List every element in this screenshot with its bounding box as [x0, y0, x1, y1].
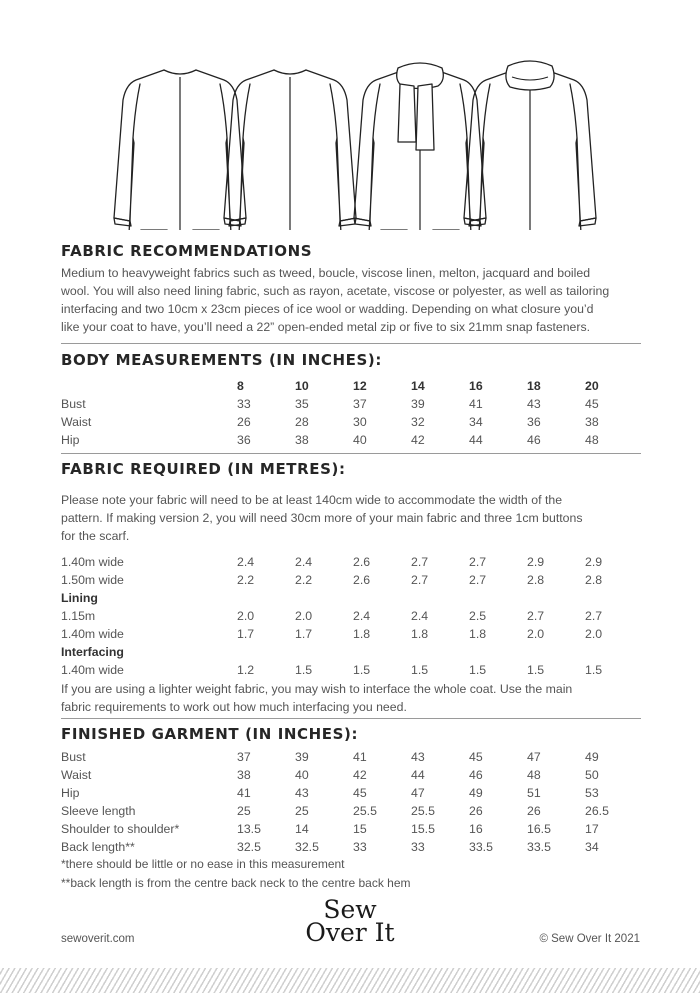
cell: 2.5 [469, 609, 487, 623]
row-label: Hip [61, 433, 80, 447]
cell: 48 [527, 768, 541, 782]
cell: 25 [295, 804, 309, 818]
cell: 14 [295, 822, 309, 836]
cell: 30 [353, 415, 367, 429]
cell: 49 [469, 786, 483, 800]
cell: 35 [295, 397, 309, 411]
finished-garment-heading: FINISHED GARMENT (IN INCHES): [61, 725, 359, 743]
row-label: Waist [61, 768, 92, 782]
cell: 2.2 [295, 573, 313, 587]
text-line: Medium to heavyweight fabrics such as tweed, boucle, viscose linen, melton, jacquard and boiled [61, 266, 591, 280]
decorative-stripe [0, 968, 700, 993]
cell: 28 [295, 415, 309, 429]
cell: 26.5 [585, 804, 609, 818]
cell: 44 [411, 768, 425, 782]
text-line: Please note your fabric will need to be at least 140cm wide to accommodate the width of the [61, 493, 563, 507]
cell: 42 [411, 433, 425, 447]
row-label: Waist [61, 415, 92, 429]
cell: 13.5 [237, 822, 261, 836]
table-row [61, 784, 643, 802]
row-label: Sleeve length [61, 804, 136, 818]
table-row [61, 553, 643, 571]
cell: 53 [585, 786, 599, 800]
cell: 45 [469, 750, 483, 764]
cell: 51 [527, 786, 541, 800]
body-measurements-table [61, 377, 643, 449]
cell: 2.9 [585, 555, 603, 569]
cell: 2.8 [585, 573, 603, 587]
copyright-notice: © Sew Over It 2021 [539, 933, 640, 945]
divider [61, 453, 641, 454]
coat-back-illustration [224, 70, 356, 230]
size-header: 10 [295, 379, 309, 393]
row-label: Shoulder to shoulder* [61, 822, 180, 836]
cell: 2.7 [469, 573, 487, 587]
cell: 2.2 [237, 573, 255, 587]
table-row [61, 431, 643, 449]
size-header: 16 [469, 379, 483, 393]
cell: 2.0 [585, 627, 603, 641]
cell: 2.4 [237, 555, 255, 569]
table-row [61, 413, 643, 431]
cell: 26 [527, 804, 541, 818]
row-label: 1.40m wide [61, 555, 124, 569]
row-label: Bust [61, 750, 86, 764]
cell: 45 [353, 786, 367, 800]
cell: 32.5 [295, 840, 319, 854]
cell: 2.0 [527, 627, 545, 641]
text-line: pattern. If making version 2, you will need 30cm more of your main fabric and three 1cm buttons [61, 511, 583, 525]
cell: 2.6 [353, 573, 371, 587]
footnote-shoulder: *there should be little or no ease in this measurement [61, 857, 345, 871]
cell: 1.5 [353, 663, 371, 677]
cell: 43 [527, 397, 541, 411]
cell: 48 [585, 433, 599, 447]
cell: 2.4 [353, 609, 371, 623]
text-line: wool. You will also need lining fabric, such as rayon, acetate, viscose or polyester, as well as tailoring [61, 284, 610, 298]
cell: 25.5 [411, 804, 435, 818]
cell: 38 [237, 768, 251, 782]
cell: 47 [527, 750, 541, 764]
cell: 40 [353, 433, 367, 447]
cell: 38 [585, 415, 599, 429]
size-header: 8 [237, 379, 244, 393]
table-row [61, 661, 643, 679]
cell: 41 [353, 750, 367, 764]
row-label: Back length** [61, 840, 135, 854]
table-row [61, 395, 643, 413]
size-header: 18 [527, 379, 541, 393]
cell: 16.5 [527, 822, 551, 836]
cell: 1.5 [585, 663, 603, 677]
cell: 43 [411, 750, 425, 764]
cell: 2.8 [527, 573, 545, 587]
cell: 17 [585, 822, 599, 836]
text-line: If you are using a lighter weight fabric, you may wish to interface the whole coat. Use the main [61, 682, 573, 696]
table-row [61, 838, 643, 856]
cell: 1.2 [237, 663, 255, 677]
table-row [61, 748, 643, 766]
cell: 2.9 [527, 555, 545, 569]
row-label: 1.15m [61, 609, 96, 623]
size-header: 14 [411, 379, 425, 393]
finished-garment-table [61, 748, 643, 856]
fabric-required-outro [61, 680, 641, 716]
fabric-required-intro [61, 491, 641, 545]
cell: 1.8 [469, 627, 487, 641]
cell: 1.5 [295, 663, 313, 677]
subheading-row [61, 589, 643, 607]
body-measurements-heading: BODY MEASUREMENTS (IN INCHES): [61, 351, 382, 369]
table-row [61, 802, 643, 820]
cell: 2.7 [585, 609, 603, 623]
cell: 26 [469, 804, 483, 818]
cell: 25 [237, 804, 251, 818]
text-line: interfacing and two 10cm x 23cm pieces of ice wool or wadding. Depending on what closure you’d [61, 302, 594, 316]
cell: 1.5 [527, 663, 545, 677]
row-label: 1.50m wide [61, 573, 124, 587]
cell: 33.5 [469, 840, 493, 854]
divider [61, 343, 641, 344]
fabric-required-table [61, 553, 643, 679]
cell: 34 [469, 415, 483, 429]
lining-subheading: Lining [61, 591, 98, 605]
cell: 49 [585, 750, 599, 764]
cell: 2.4 [295, 555, 313, 569]
footnote-back-length: **back length is from the centre back neck to the centre back hem [61, 876, 411, 890]
text-line: like your coat to have, you’ll need a 22” open-ended metal zip or five to six 21mm snap fasteners. [61, 320, 591, 334]
brand-logo [280, 895, 420, 947]
cell: 2.6 [353, 555, 371, 569]
cell: 32 [411, 415, 425, 429]
text-line: for the scarf. [61, 529, 130, 543]
coat-scarf-front-illustration [354, 63, 486, 230]
size-header: 12 [353, 379, 367, 393]
cell: 46 [469, 768, 483, 782]
cell: 45 [585, 397, 599, 411]
cell: 33 [411, 840, 425, 854]
cell: 15 [353, 822, 367, 836]
cell: 25.5 [353, 804, 377, 818]
cell: 39 [295, 750, 309, 764]
cell: 50 [585, 768, 599, 782]
coat-front-illustration [114, 70, 246, 230]
cell: 43 [295, 786, 309, 800]
cell: 39 [411, 397, 425, 411]
cell: 1.7 [295, 627, 313, 641]
table-row [61, 820, 643, 838]
row-label: 1.40m wide [61, 627, 124, 641]
cell: 2.7 [469, 555, 487, 569]
cell: 37 [353, 397, 367, 411]
text-line: fabric requirements to work out how much interfacing you need. [61, 700, 407, 714]
cell: 2.7 [527, 609, 545, 623]
cell: 26 [237, 415, 251, 429]
cell: 44 [469, 433, 483, 447]
logo-line: Sew [323, 895, 377, 924]
cell: 32.5 [237, 840, 261, 854]
table-row [61, 571, 643, 589]
cell: 1.5 [411, 663, 429, 677]
row-label: Bust [61, 397, 86, 411]
cell: 36 [237, 433, 251, 447]
cell: 16 [469, 822, 483, 836]
logo-line: Over It [305, 918, 395, 947]
website-link[interactable]: sewoverit.com [61, 933, 135, 945]
table-row [61, 766, 643, 784]
divider [61, 718, 641, 719]
size-header: 20 [585, 379, 599, 393]
subheading-row [61, 643, 643, 661]
cell: 33 [353, 840, 367, 854]
cell: 40 [295, 768, 309, 782]
coat-illustrations [0, 0, 700, 230]
cell: 41 [469, 397, 483, 411]
table-row [61, 625, 643, 643]
row-label: 1.40m wide [61, 663, 124, 677]
fabric-recommendations-text [61, 264, 641, 336]
cell: 46 [527, 433, 541, 447]
table-row [61, 607, 643, 625]
cell: 2.4 [411, 609, 429, 623]
cell: 1.8 [353, 627, 371, 641]
cell: 1.8 [411, 627, 429, 641]
cell: 38 [295, 433, 309, 447]
cell: 33.5 [527, 840, 551, 854]
cell: 36 [527, 415, 541, 429]
interfacing-subheading: Interfacing [61, 645, 124, 659]
cell: 1.5 [469, 663, 487, 677]
cell: 37 [237, 750, 251, 764]
cell: 15.5 [411, 822, 435, 836]
cell: 2.0 [295, 609, 313, 623]
row-label: Hip [61, 786, 80, 800]
cell: 34 [585, 840, 599, 854]
cell: 1.7 [237, 627, 255, 641]
coat-scarf-back-illustration [464, 61, 596, 230]
fabric-required-heading: FABRIC REQUIRED (IN METRES): [61, 460, 346, 478]
size-header-row [61, 377, 643, 395]
cell: 42 [353, 768, 367, 782]
fabric-recommendations-heading: FABRIC RECOMMENDATIONS [61, 242, 313, 260]
cell: 2.7 [411, 555, 429, 569]
cell: 33 [237, 397, 251, 411]
cell: 2.7 [411, 573, 429, 587]
cell: 47 [411, 786, 425, 800]
cell: 2.0 [237, 609, 255, 623]
cell: 41 [237, 786, 251, 800]
